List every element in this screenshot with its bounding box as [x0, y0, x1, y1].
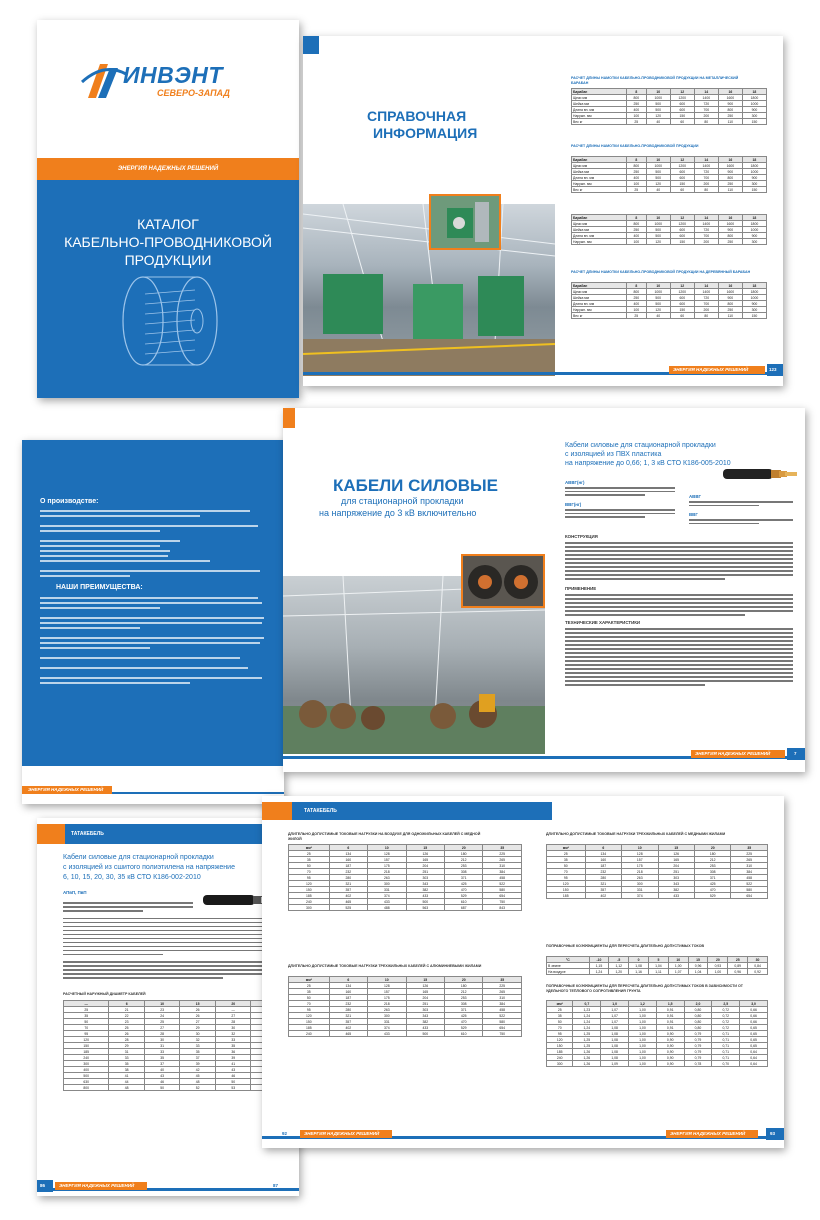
xlpe-diameter-table: — 6 10 15 20 25 21 23 26 — 35 22 24 26 27 50 23 25 27 28 70 25 27 29 30 95 26 28 30 32 120 28 30 32 33 150 29 31 33 35 185 31 33 35 36 240 33 35 37 39 300 35 37 39 41 400 38 40 42 43 500 41 43 45 46 630 44 46 48 50 800 48 50 52 53 [63, 1000, 287, 1091]
xlpe-page-number-right: 87 [273, 1183, 279, 1188]
mark-1: АВВГ(нг) [565, 480, 585, 485]
ref-title-line1: СПРАВОЧНАЯ [367, 108, 467, 124]
reference-spread [303, 36, 783, 386]
machine-inset-drawing [431, 196, 499, 248]
correction-table-temp: °C -10 -5 0 5 10 15 20 25 30 В земле 1,15 1,12 1,08 1,04 1,00 0,96 0,93 0,89 0,84 На воздухе 1,24 1,20 1,16 1,11 1,07 1,04 1,00 0,96 0,92 [546, 956, 768, 975]
drum-table-1: Барабан 8 10 12 14 16 18 Щеки мм 800 1000 1200 1400 1600 1800 Шейка мм 250 500 600 720 900 1000 Длина вн. мм 400 500 600 700 800 900 Наружн. мм 100 120 150 200 250 300 Вес кг 25 40 60 80 110 150 [571, 88, 767, 125]
drum-table-3: Барабан 8 10 12 14 16 18 Щеки мм 800 1000 1200 1400 1600 1800 Шейка мм 250 500 600 720 900 1000 Длина вн. мм 400 500 600 700 800 900 Наружн. мм 100 120 150 200 250 300 [571, 214, 767, 245]
power-footer-slogan: ЭНЕРГИЯ НАДЕЖНЫХ РЕШЕНИЙ [695, 751, 771, 756]
cable-sample-icon [723, 464, 799, 484]
specs-heading: ТЕХНИЧЕСКИЕ ХАРАКТЕРИСТИКИ [565, 620, 641, 625]
amp-table-copper-3core: мм² 6 10 15 20 35 25 134 128 126 180 225 35 160 157 165 212 265 50 187 175 204 253 310 70 232 218 251 308 384 95 280 263 303 371 458 120 321 300 343 425 522 150 357 331 382 470 580 185 402 374 433 529 654 [546, 844, 768, 899]
amp-table5-title: ПОПРАВОЧНЫЕ КОЭФФИЦИЕНТЫ ДЛЯ ПЕРЕСЧЕТА ДЛИТЕЛЬНО ДОПУСТИМЫХ ТОКОВ В ЗАВИСИМОСТИ ОТ УДЕЛЬНОГО ТЕПЛОВОГО СОПРОТИВЛЕНИЯ ГРУНТА [546, 984, 743, 993]
ref-table2-title: РАСЧЕТ ДЛИНЫ НАМОТКИ КАБЕЛЬНО-ПРОВОДНИКОВОЙ ПРОДУКЦИИ [571, 144, 699, 148]
xlpe-head-line1: Кабели силовые для стационарной прокладки [63, 854, 214, 861]
amp-table3-title: ДЛИТЕЛЬНО ДОПУСТИМЫЕ ТОКОВЫЕ НАГРУЗКИ ТРЕХЖИЛЬНЫХ КАБЕЛЕЙ С МЕДНЫМИ ЖИЛАМИ [546, 832, 726, 836]
xlpe-footer-slogan: ЭНЕРГИЯ НАДЕЖНЫХ РЕШЕНИЙ [59, 1183, 135, 1188]
xlpe-header-orange [37, 824, 65, 844]
xlpe-cable-page [37, 818, 299, 1196]
amp-footer-slogan-right: ЭНЕРГИЯ НАДЕЖНЫХ РЕШЕНИЙ [670, 1131, 746, 1136]
cable-drums-inset-drawing [463, 556, 543, 606]
amp-page-number-left: 92 [282, 1131, 288, 1136]
specs-text [565, 628, 793, 686]
cover-page [37, 20, 299, 398]
drum-table-4: Барабан 8 10 12 14 16 18 Щеки мм 800 1000 1200 1400 1600 1800 Шейка мм 250 500 600 720 900 1000 Длина вн. мм 400 500 600 700 800 900 Наружн. мм 100 120 150 200 250 300 Вес кг 25 40 60 80 110 150 [571, 282, 767, 319]
cable-drums-inset-photo [461, 554, 545, 608]
power-title-sub1: для стационарной прокладки [341, 496, 464, 506]
application-text [565, 594, 793, 616]
mark-1-desc [565, 487, 675, 496]
machine-inset-photo [429, 194, 501, 250]
xlpe-head-line2: с изоляцией из сшитого полиэтилена на напряжение [63, 864, 235, 871]
cable-spool-icon [115, 274, 223, 368]
amp-table4-title: ПОПРАВОЧНЫЕ КОЭФФИЦИЕНТЫ ДЛЯ ПЕРЕСЧЕТА ДЛИТЕЛЬНО ДОПУСТИМЫХ ТОКОВ [546, 944, 705, 948]
about-heading: О производстве: [40, 498, 99, 505]
xlpe-page-number: 86 [40, 1183, 46, 1188]
mark-3-desc [689, 501, 793, 506]
ampacity-spread [262, 796, 784, 1148]
about-text-block [40, 510, 266, 577]
logo-name: ИНВЭНТ [123, 62, 223, 88]
xlpe-marks: АПвП, ПвП [63, 890, 87, 895]
power-head-line2: с изоляцией из ПВХ пластика [565, 451, 662, 458]
xlpe-text [63, 902, 287, 979]
amp-page-number-right: 93 [770, 1131, 776, 1136]
amp-header-orange [262, 802, 292, 820]
construction-text [565, 542, 793, 580]
about-page [22, 440, 284, 804]
amp-table2-title: ДЛИТЕЛЬНО ДОПУСТИМЫЕ ТОКОВЫЕ НАГРУЗКИ ТРЕХЖИЛЬНЫХ КАБЕЛЕЙ С АЛЮМИНИЕВЫМИ ЖИЛАМИ [288, 964, 482, 968]
cover-title-line2: КАБЕЛЬНО-ПРОВОДНИКОВОЙ [64, 234, 272, 250]
xlpe-header-label: ТАТАКЕБЕЛЬ [71, 831, 104, 837]
amp-table-aluminium: мм² 6 10 15 20 35 25 134 128 126 180 225 35 160 157 165 212 265 50 187 175 204 253 310 70 232 218 251 308 384 95 280 263 303 371 458 120 321 300 343 425 522 150 357 331 382 470 580 185 402 374 433 529 654 240 465 433 500 610 750 [288, 976, 522, 1037]
ref-page-number: 123 [769, 367, 777, 372]
amp-table1-title: ДЛИТЕЛЬНО ДОПУСТИМЫЕ ТОКОВЫЕ НАГРУЗКИ НА ВОЗДУХЕ ДЛЯ ОДНОЖИЛЬНЫХ КАБЕЛЕЙ С МЕДНОЙ ЖИЛОЙ [288, 832, 481, 841]
power-cable-spread [283, 408, 805, 772]
power-title-main: КАБЕЛИ СИЛОВЫЕ [333, 476, 498, 495]
correction-table-soil: мм² 0,7 1,0 1,2 1,5 2,0 2,5 3,0 25 1,23 1,07 1,00 0,91 0,80 0,72 0,66 35 1,24 1,07 1,00 0,91 0,80 0,72 0,66 50 1,24 1,07 1,00 0,91 0,80 0,72 0,66 70 1,24 1,08 1,00 0,91 0,80 0,72 0,65 95 1,25 1,08 1,00 0,90 0,79 0,71 0,65 120 1,25 1,08 1,00 0,90 0,79 0,71 0,65 150 1,25 1,08 1,00 0,90 0,79 0,71 0,65 185 1,26 1,08 1,00 0,90 0,79 0,71 0,64 240 1,26 1,08 1,00 0,90 0,79 0,71 0,64 300 1,26 1,09 1,00 0,90 0,78 0,70 0,64 [546, 1000, 768, 1067]
application-heading: ПРИМЕНЕНИЕ [565, 586, 597, 591]
ref-table1-title: РАСЧЕТ ДЛИНЫ НАМОТКИ КАБЕЛЬНО-ПРОВОДНИКОВОЙ ПРОДУКЦИИ НА МЕТАЛЛИЧЕСКИЙ БАРАБАН [571, 76, 739, 85]
ref-footer-slogan: ЭНЕРГИЯ НАДЕЖНЫХ РЕШЕНИЙ [673, 367, 749, 372]
drum-table-2: Барабан 8 10 12 14 16 18 Щеки мм 800 1000 1200 1400 1600 1800 Шейка мм 250 500 600 720 900 1000 Длина вн. мм 400 500 600 700 800 900 Наружн. мм 100 120 150 200 250 300 Вес кг 25 40 60 80 110 150 [571, 156, 767, 193]
power-head-line1: Кабели силовые для стационарной прокладки [565, 442, 716, 449]
mark-4-desc [689, 519, 793, 524]
amp-footer-slogan-left: ЭНЕРГИЯ НАДЕЖНЫХ РЕШЕНИЙ [304, 1131, 380, 1136]
advantages-heading: НАШИ ПРЕИМУЩЕСТВА: [56, 584, 143, 591]
cover-title-line3: ПРОДУКЦИИ [124, 252, 212, 268]
amp-header-label: ТАТАКЕБЕЛЬ [304, 808, 337, 814]
about-footer-slogan: ЭНЕРГИЯ НАДЕЖНЫХ РЕШЕНИЙ [28, 787, 104, 792]
ref-table3-title: РАСЧЕТ ДЛИНЫ НАМОТКИ КАБЕЛЬНО-ПРОВОДНИКОВОЙ ПРОДУКЦИИ НА ДЕРЕВЯННЫЙ БАРАБАН [571, 270, 751, 274]
ref-corner-tab [303, 36, 319, 54]
ref-title-line2: ИНФОРМАЦИЯ [373, 125, 478, 141]
cover-title-line1: КАТАЛОГ [137, 216, 199, 232]
xlpe-diameter-title: РАСЧЕТНЫЙ НАРУЖНЫЙ ДИАМЕТР КАБЕЛЕЙ [63, 992, 146, 996]
mark-4: ВВГ [689, 512, 698, 517]
power-title-sub2: на напряжение до 3 кВ включительно [319, 508, 477, 518]
mark-2: ВВГ(нг) [565, 502, 582, 507]
advantages-list [40, 597, 270, 684]
xlpe-head-line3: 6, 10, 15, 20, 30, 35 кВ СТО К186-002-2010 [63, 874, 201, 881]
power-corner-tab [283, 408, 295, 428]
construction-heading: КОНСТРУКЦИЯ [565, 534, 598, 539]
company-logo-icon [80, 60, 128, 104]
logo-subtitle: СЕВЕРО-ЗАПАД [157, 88, 230, 98]
cover-slogan: ЭНЕРГИЯ НАДЕЖНЫХ РЕШЕНИЙ [117, 166, 219, 172]
power-head-line3: на напряжение до 0,66; 1, 3 кВ СТО К186-005-2010 [565, 460, 731, 467]
amp-table-copper-air: мм² 6 10 15 20 35 25 134 128 126 180 225 35 160 157 165 212 265 50 187 175 204 253 310 70 232 218 251 308 384 95 280 263 303 371 458 120 321 300 343 425 522 150 357 331 382 470 580 185 402 374 433 529 654 240 465 433 500 610 750 300 525 488 563 687 843 [288, 844, 522, 911]
mark-3: АВВГ [689, 494, 702, 499]
mark-2-desc [565, 509, 675, 518]
power-page-number: 7 [794, 751, 797, 756]
